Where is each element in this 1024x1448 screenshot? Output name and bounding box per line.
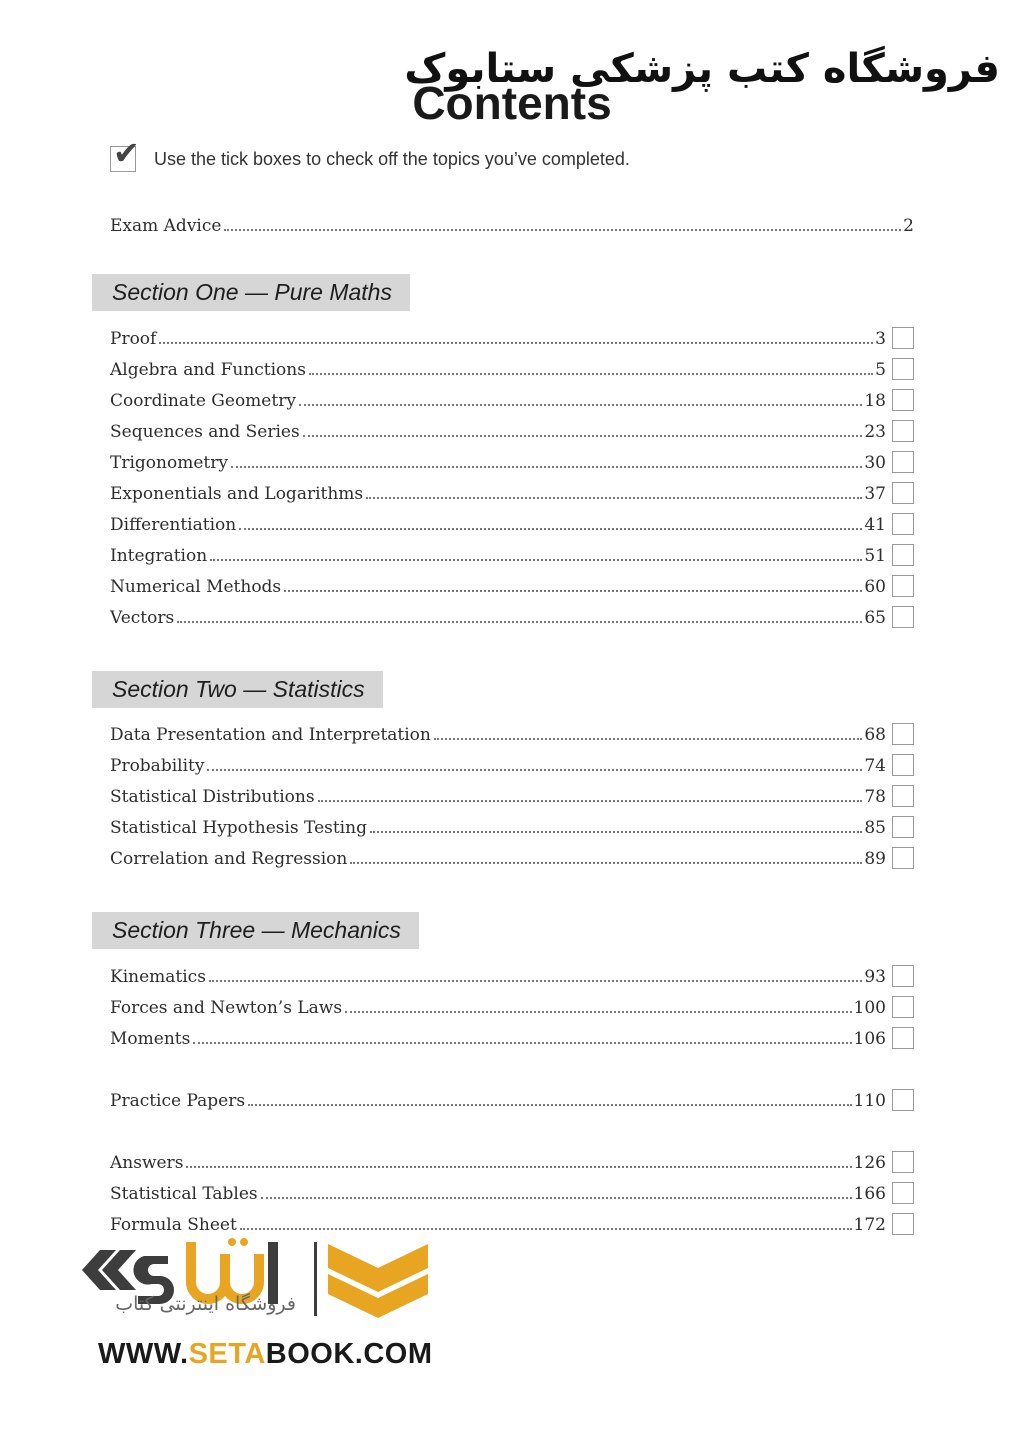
checkmark-icon: ✔ xyxy=(110,146,136,172)
tick-box[interactable] xyxy=(892,996,914,1018)
toc-entry-page: 37 xyxy=(864,484,886,504)
toc-entry-name: Differentiation xyxy=(110,515,237,535)
tick-box[interactable] xyxy=(892,420,914,442)
toc-entry-name: Practice Papers xyxy=(110,1091,246,1111)
tick-box[interactable] xyxy=(892,482,914,504)
dot-leader xyxy=(186,1166,851,1168)
toc-entry[interactable] xyxy=(110,963,914,987)
dot-leader xyxy=(177,621,862,623)
toc-entry-name: Moments xyxy=(110,1029,191,1049)
toc-entry[interactable] xyxy=(110,1180,914,1204)
logo-tagline: فروشگاه اینترنتی کتاب xyxy=(115,1293,296,1315)
toc-entry[interactable] xyxy=(110,418,914,442)
tick-box[interactable] xyxy=(892,816,914,838)
dot-leader xyxy=(159,342,873,344)
toc-entry[interactable] xyxy=(110,573,914,597)
dot-leader xyxy=(350,862,862,864)
toc-entry-page: 68 xyxy=(864,725,886,745)
tick-box[interactable] xyxy=(892,723,914,745)
toc-entry-page: 126 xyxy=(853,1153,886,1173)
toc-entry-page: 106 xyxy=(853,1029,886,1049)
toc-entry[interactable] xyxy=(110,387,914,411)
toc-entry-page: 41 xyxy=(864,515,886,535)
toc-entry-name: Trigonometry xyxy=(110,453,228,473)
toc-entry-page: 110 xyxy=(853,1091,886,1111)
toc-entry-name: Statistical Distributions xyxy=(110,787,315,807)
toc-entry[interactable] xyxy=(110,1149,914,1173)
page-title: Contents xyxy=(412,77,612,129)
toc-entry[interactable] xyxy=(110,542,914,566)
tick-box[interactable] xyxy=(892,1089,914,1111)
toc-entry-page: 65 xyxy=(864,608,886,628)
toc-entry[interactable] xyxy=(110,1025,914,1049)
tick-box[interactable] xyxy=(892,513,914,535)
toc-entry-page: 60 xyxy=(864,577,886,597)
tick-box[interactable] xyxy=(892,754,914,776)
toc-entry-name: Statistical Hypothesis Testing xyxy=(110,818,367,838)
toc-entry-page: 74 xyxy=(864,756,886,776)
toc-entry[interactable] xyxy=(110,752,914,776)
dot-leader xyxy=(209,980,862,982)
dot-leader xyxy=(434,738,863,740)
dot-leader xyxy=(239,528,862,530)
toc-entry-practice-papers[interactable] xyxy=(110,1087,914,1111)
tick-box[interactable] xyxy=(892,544,914,566)
dot-leader xyxy=(224,229,901,231)
toc-entry-page: 51 xyxy=(864,546,886,566)
tick-box[interactable] xyxy=(892,327,914,349)
tick-box[interactable] xyxy=(892,1182,914,1204)
toc-entry-exam-advice[interactable] xyxy=(110,212,914,236)
dot-leader xyxy=(303,435,863,437)
toc-entry-page: 30 xyxy=(864,453,886,473)
tick-box[interactable] xyxy=(892,1151,914,1173)
toc-entry-name: Kinematics xyxy=(110,967,206,987)
toc-entry[interactable] xyxy=(110,480,914,504)
toc-entry[interactable] xyxy=(110,721,914,745)
toc-entry-name: Sequences and Series xyxy=(110,422,300,442)
tick-box[interactable] xyxy=(892,606,914,628)
tick-box[interactable] xyxy=(892,847,914,869)
toc-entry[interactable] xyxy=(110,356,914,380)
toc-entry-page: 78 xyxy=(864,787,886,807)
logo-url-prefix: WWW. xyxy=(98,1338,189,1370)
toc-entry[interactable] xyxy=(110,845,914,869)
dot-leader xyxy=(207,769,862,771)
dot-leader xyxy=(309,373,873,375)
toc-entry-name: Forces and Newton’s Laws xyxy=(110,998,343,1018)
toc-entry[interactable] xyxy=(110,325,914,349)
toc-entry[interactable] xyxy=(110,814,914,838)
toc-entry-page: 23 xyxy=(864,422,886,442)
toc-entry[interactable] xyxy=(110,1211,914,1235)
dot-leader xyxy=(193,1042,851,1044)
dot-leader xyxy=(318,800,863,802)
tick-box[interactable] xyxy=(892,1213,914,1235)
section-heading-statistics: Section Two — Statistics xyxy=(92,671,383,708)
dot-leader xyxy=(299,404,862,406)
tick-box[interactable] xyxy=(892,358,914,380)
section-heading-pure-maths: Section One — Pure Maths xyxy=(92,274,410,311)
dot-leader xyxy=(366,497,862,499)
logo-url-accent: SETA xyxy=(188,1338,266,1370)
dot-leader xyxy=(248,1104,851,1106)
toc-entry-page: 85 xyxy=(864,818,886,838)
toc-entry-name: Data Presentation and Interpretation xyxy=(110,725,431,745)
tick-box[interactable] xyxy=(892,785,914,807)
toc-entry-name: Probability xyxy=(110,756,205,776)
toc-entry-page: 89 xyxy=(864,849,886,869)
tick-box[interactable] xyxy=(892,1027,914,1049)
toc-entry-page: 172 xyxy=(853,1215,886,1235)
tick-box[interactable] xyxy=(892,389,914,411)
instruction-row xyxy=(110,134,630,176)
toc-entry-page: 100 xyxy=(853,998,886,1018)
toc-entry-name: Correlation and Regression xyxy=(110,849,348,869)
dot-leader xyxy=(370,831,862,833)
toc-entry-name: Integration xyxy=(110,546,208,566)
toc-entry-name: Algebra and Functions xyxy=(110,360,306,380)
logo-url-suffix: BOOK.COM xyxy=(265,1338,433,1370)
toc-entry[interactable] xyxy=(110,994,914,1018)
toc-entry-name: Formula Sheet xyxy=(110,1215,237,1235)
dot-leader xyxy=(284,590,862,592)
toc-entry-name: Statistical Tables xyxy=(110,1184,258,1204)
toc-entry-page: 5 xyxy=(875,360,886,380)
tick-box[interactable] xyxy=(892,575,914,597)
toc-entry[interactable] xyxy=(110,783,914,807)
toc-entry-name: Exponentials and Logarithms xyxy=(110,484,364,504)
toc-entry-page: 3 xyxy=(875,329,886,349)
dot-leader xyxy=(345,1011,852,1013)
toc-entry-page: 93 xyxy=(864,967,886,987)
toc-entry[interactable] xyxy=(110,511,914,535)
toc-entry-name: Answers xyxy=(110,1153,184,1173)
toc-entry-page: 166 xyxy=(853,1184,886,1204)
dot-leader xyxy=(210,559,862,561)
toc-entry-name: Vectors xyxy=(110,608,175,628)
toc-entry-name: Numerical Methods xyxy=(110,577,282,597)
dot-leader xyxy=(261,1197,852,1199)
toc-entry[interactable] xyxy=(110,449,914,473)
store-watermark: فروشگاه کتب پزشکی ستابوک xyxy=(404,46,1000,92)
toc-entry-name: Coordinate Geometry xyxy=(110,391,296,411)
toc-entry-name: Exam Advice xyxy=(110,216,222,236)
section-heading-mechanics: Section Three — Mechanics xyxy=(92,912,419,949)
dot-leader xyxy=(240,1228,852,1230)
toc-entry-page: 2 xyxy=(903,216,914,236)
tick-box[interactable] xyxy=(892,965,914,987)
toc-entry[interactable] xyxy=(110,604,914,628)
logo-url xyxy=(98,1338,433,1371)
tick-box[interactable] xyxy=(892,451,914,473)
toc-entry-page: 18 xyxy=(864,391,886,411)
toc-entry-name: Proof xyxy=(110,329,157,349)
instruction-text: Use the tick boxes to check off the topics you’ve completed. xyxy=(154,148,630,169)
dot-leader xyxy=(231,466,862,468)
